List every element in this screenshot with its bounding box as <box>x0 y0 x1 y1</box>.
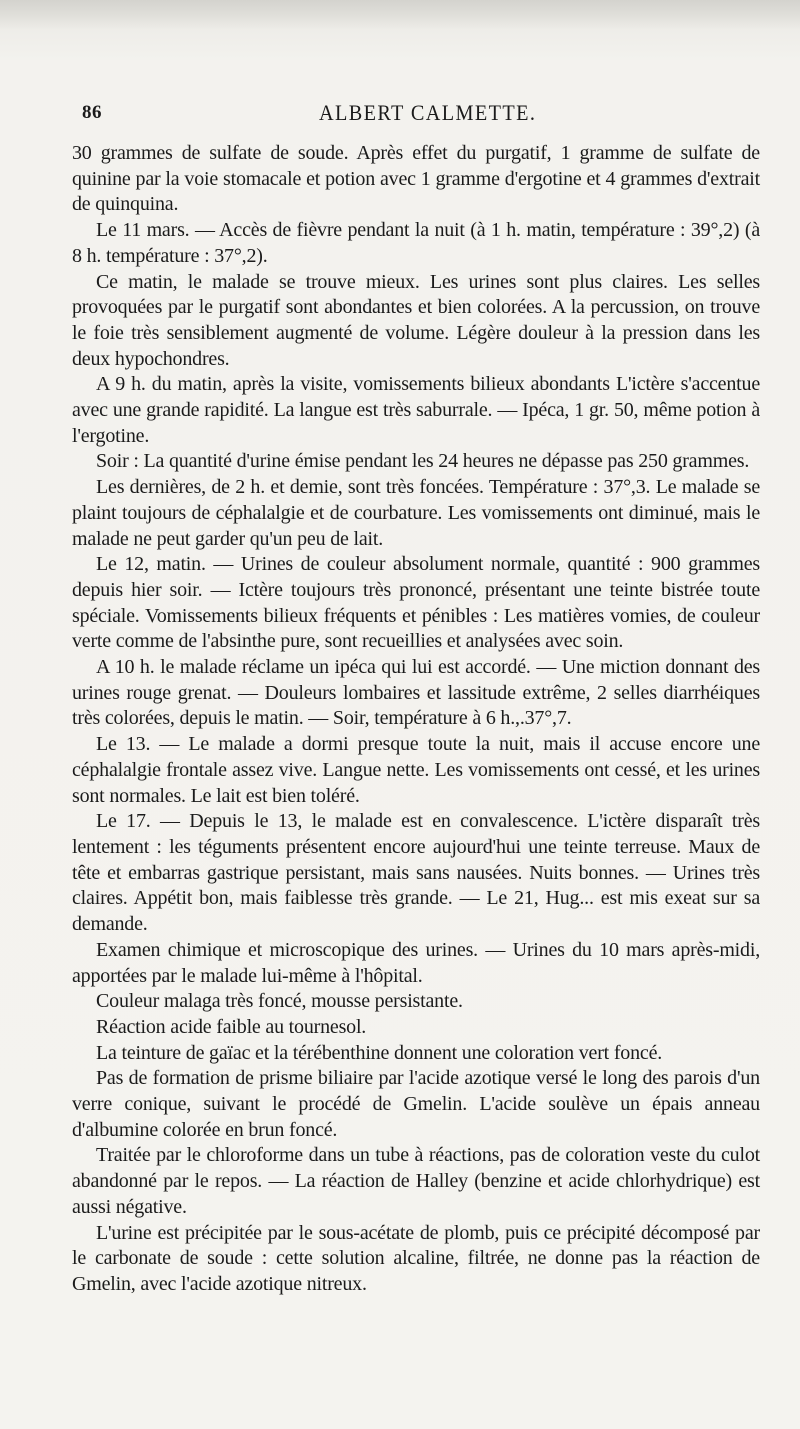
paragraph: Couleur malaga très foncé, mousse persistante. <box>96 990 463 1013</box>
paragraph: Soir : La quantité d'urine émise pendant les 24 heures ne dépasse pas 250 grammes. <box>96 450 750 473</box>
paragraph: Réaction acide faible au tournesol. <box>96 1015 367 1038</box>
paragraph: Pas de formation de prisme biliaire par l'acide azotique versé le long des parois d'un verre conique, suivant le procédé de Gmelin. L'acide soulève un épais anneau d'albumine colorée en brun foncé. <box>72 1067 760 1141</box>
paragraph: 30 grammes de sulfate de soude. Après effet du purgatif, 1 gramme de sulfate de quinine par la voie stomacale et potion avec 1 gramme d'ergotine et 4 grammes d'extrait de quinquina. <box>72 142 760 216</box>
paragraph: Le 11 mars. — Accès de fièvre pendant la nuit (à 1 h. matin, température : 39°,2) (à 8 h. température : 37°,2). <box>72 219 760 267</box>
paragraph: Traitée par le chloroforme dans un tube à réactions, pas de coloration veste du culot abandonné par le repos. — La réaction de Halley (benzine et acide chlorhydrique) est aussi négative. <box>72 1144 760 1218</box>
paragraph: Les dernières, de 2 h. et demie, sont très foncées. Température : 37°,3. Le malade se plaint toujours de céphalalgie et de courbature. Les vomissements ont diminué, mais le malade ne peut garder qu'un peu de lait. <box>72 476 760 550</box>
page-edge-shadow <box>0 0 800 30</box>
paragraph: Le 13. — Le malade a dormi presque toute la nuit, mais il accuse encore une céphalalgie frontale assez vive. Langue nette. Les vomissements ont cessé, et les urines sont normales. Le lait est bien toléré. <box>72 733 760 807</box>
paragraph: Le 12, matin. — Urines de couleur absolument normale, quantité : 900 grammes depuis hier soir. — Ictère toujours très prononcé, présentant une teinte bistrée toute spéciale. Vomissements bilieux fréquents et pénibles : Les matières vomies, de couleur verte comme de l'absinthe pure, sont recueillies et analysées avec soin. <box>72 553 760 653</box>
running-head: ALBERT CALMETTE. <box>319 100 537 125</box>
paragraph: Ce matin, le malade se trouve mieux. Les urines sont plus claires. Les selles provoquées par le purgatif sont abondantes et bien colorées. A la percussion, on trouve le foie très sensiblement augmenté de volume. Légère douleur à la pression dans les deux hypochondres. <box>72 270 760 370</box>
paragraph: A 10 h. le malade réclame un ipéca qui lui est accordé. — Une miction donnant des urines rouge grenat. — Douleurs lombaires et lassitude extrême, 2 selles diarrhéiques très colorées, depuis le matin. — Soir, température à 6 h.,.37°,7. <box>72 656 760 730</box>
paragraph: La teinture de gaïac et la térébenthine donnent une coloration vert foncé. <box>96 1041 663 1064</box>
paragraph: Le 17. — Depuis le 13, le malade est en convalescence. L'ictère disparaît très lentement : les téguments présentent encore aujourd'hui une teinte terreuse. Maux de tête et embarras gastrique persistant, mais sans nausées. Nuits bonnes. — Urines très claires. Appétit bon, mais faiblesse très grande. — Le 21, Hug... est mis exeat sur sa demande. <box>72 810 760 936</box>
paragraph-section-heading: Examen chimique et microscopique des urines. — Urines du 10 mars après-midi, apportées par le malade lui-même à l'hôpital. <box>72 938 760 987</box>
page-number: 86 <box>82 102 102 123</box>
paragraph: A 9 h. du matin, après la visite, vomissements bilieux abondants L'ictère s'accentue avec une grande rapidité. La langue est très saburrale. — Ipéca, 1 gr. 50, même potion à l'ergotine. <box>72 373 760 447</box>
page-header <box>82 102 722 132</box>
paragraph: L'urine est précipitée par le sous-acétate de plomb, puis ce précipité décomposé par le carbonate de soude : cette solution alcaline, filtrée, ne donne pas la réaction de Gmelin, avec l'acide azotique nitreux. <box>72 1221 760 1295</box>
body-text <box>72 141 760 1298</box>
